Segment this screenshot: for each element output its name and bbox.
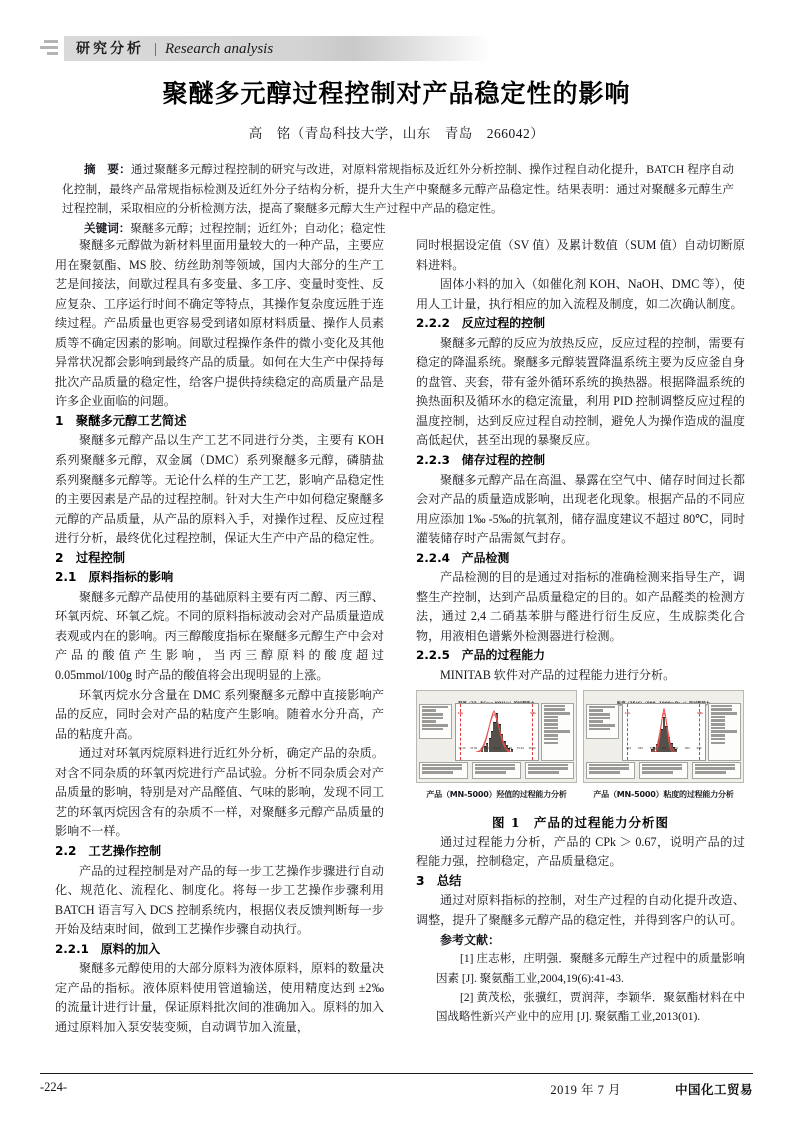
tick-label: 930	[673, 747, 679, 751]
mini-stats-box	[586, 704, 619, 739]
mini-bottom-box-3	[525, 762, 574, 779]
reference-item: [2] 黄茂松，张骥红，贾润萍，李颖华．聚氨酯材料在中国战略性新兴产业中的应用 [J]. 聚氨酯工业,2013(01).	[436, 992, 745, 1024]
mini-bottom-box-1	[419, 762, 468, 779]
paragraph-2-1-b: 环氧丙烷水分含量在 DMC 系列聚醚多元醇中直接影响产品的反应，同时会对产品的粘度产生影响。随着水分升高，产品的粘度升高。	[55, 687, 384, 741]
figure-1	[416, 690, 745, 833]
heading-2-2-5: 2.2.5 产品的过程能力	[416, 648, 545, 663]
figure-panel-hydroxyl	[416, 690, 577, 805]
heading-2-1: 2.1 原料指标的影响	[55, 570, 174, 585]
abstract-paragraph	[62, 160, 734, 219]
heading-1: 1 聚醚多元醇工艺简述	[55, 413, 187, 428]
heading-3: 3 总结	[416, 873, 462, 888]
minitab-capability-chart-viscosity	[583, 690, 744, 783]
tick-label: 870	[649, 747, 655, 751]
heading-2-2-2: 2.2.2 反应过程的控制	[416, 316, 545, 331]
paragraph-1: 聚醚多元醇产品以生产工艺不同进行分类，主要有 KOH 系列聚醚多元醇，双金属（DMC）系列聚醚多元醇，磷腈盐系列聚醚多元醇等。无论什么样的生产工艺，影响产品稳定性的主要因素是产品的过程控制。针对大生产中如何稳定聚醚多元醇的产品质量，从产品的原料入手，对操作过程、反应过程进行分析，最终优化过程控制，保证大生产中产品的稳定性。	[55, 433, 384, 546]
header-text	[76, 37, 273, 61]
heading-2-2-4: 2.2.4 产品检测	[416, 550, 510, 565]
paragraph-solid-feed: 固体小料的加入（如催化剂 KOH、NaOH、DMC 等），使用人工计量，执行相应的加入流程及制度，如二次确认制度。	[416, 277, 745, 311]
heading-2-2-3: 2.2.3 储存过程的控制	[416, 453, 545, 468]
heading-2: 2 过程控制	[55, 550, 126, 565]
mini-bottom-box-2	[472, 762, 521, 779]
header-category-en: Research analysis	[165, 41, 274, 57]
mini-bottom-box-3	[692, 762, 741, 779]
abstract-block	[62, 160, 734, 238]
mini-histogram-plot	[455, 703, 539, 761]
body-columns	[55, 236, 745, 1068]
paragraph-intro: 聚醚多元醇做为新材料里面用量较大的一种产品，主要应用在聚氨酯、MS 胶、纺丝助剂等领域，国内大部分的生产工艺是间接法，间歇过程具有多变量、多工序、变量时变性、反应复杂、工序运行时间不确定等特点，其操作复杂度远胜于连续过程。产品质量也更容易受到诸如原材料质量、操作人员素质等不确定因素的影响。间歇过程操作条件的微小变化及其他异常状况都会影响到最终产品的质量。如何在大生产中保持每批次产品质量的稳定性，给客户提供持续稳定的高质量产品是许多企业面临的问题。	[55, 238, 384, 409]
running-header	[40, 36, 753, 64]
paragraph-2-2-3: 聚醚多元醇产品在高温、暴露在空气中、储存时间过长都会对产品的质量造成影响，出现老化现象。根据产品的不同应用应添加 1‰ -5‰的抗氧剂，储存温度建议不超过 80℃，同时灌装储存时产品需氮气封存。	[416, 472, 745, 546]
paragraph-2-1-c: 通过对环氧丙烷原料进行近红外分析，确定产品的杂质。对含不同杂质的环氧丙烷进行产品试验。分析不同杂质会对产品质量的影响，特别是对产品醛值、气味的影响，发现不同工艺的环氧丙烷因含有的杂质不一样，对聚醚多元醇产品质量的影响不一样。	[55, 746, 384, 839]
footer-page-number: -224-	[40, 1080, 68, 1094]
abstract-text: 通过聚醚多元醇过程控制的研究与改进，对原料常规指标及近红外分析控制、操作过程自动化提升，BATCH 程序自动化控制，最终产品常规指标检测及近红外分子结构分析，提升大生产中聚醚多元醇产品稳定性。结果表明：通过对聚醚多元醇生产过程控制，采取相应的分析检测方法，提高了聚醚多元醇大生产过程中产品的稳定性。	[62, 163, 734, 215]
tick-label: 33.00	[469, 747, 478, 751]
figure-subcaption-viscosity: 产品（MN-5000）粘度的过程能力分析	[593, 789, 734, 799]
tick-label: 36.00	[528, 747, 536, 751]
footer-issue-date: 2019 年 7 月	[550, 1083, 621, 1097]
paragraph-continued: 同时根据设定值（SV 值）及累计数值（SUM 值）自动切断原料进料。	[416, 238, 745, 272]
author-affiliation: 高 铭（青岛科技大学，山东 青岛 266042）	[248, 126, 545, 141]
tick-label: 840	[638, 747, 643, 751]
tick-label: 35.40	[516, 747, 524, 751]
lsl-label: LSL	[625, 712, 631, 716]
paragraph-2-2-1: 聚醚多元醇使用的大部分原料为液体原料，原料的数量决定产品的指标。液体原料使用管道输送，使用精度达到 ±2‰的流量计进行计量，保证原料批次间的准确加入。原料的加入通过原料加入泵安装变频，自动调节加入流量，	[55, 961, 384, 1034]
page-footer	[40, 1080, 753, 1102]
tick-label: 810	[626, 747, 632, 751]
left-column	[55, 236, 384, 1037]
abstract-label: 摘 要：	[84, 163, 131, 176]
paragraph-2-1-a: 聚醚多元醇产品使用的基础原料主要有丙二醇、丙三醇、环氧丙烷、环氧乙烷。不同的原料指标波动会对产品质量造成表观或内在的影响。丙三醇酸度指标在聚醚多元醇生产中会对产品的酸值产生影响，当丙三醇原料的酸度超过 0.05mmol/100g 时产品的酸值将会出现明显的上涨。	[55, 589, 384, 683]
paragraph-2-2-2: 聚醚多元醇的反应为放热反应，反应过程的控制，需要有稳定的降温系统。聚醚多元醇装置降温系统主要为反应釜自身的盘管、夹套，带有釜外循环系统的换热器。根据降温系统的换热面积及循环水的稳定流量，利用 PID 控制调整反应过程的温度控制，达到反应过程自动控制，避免人为操作造成的温度高低起伏，甚至出现的暴聚反应。	[416, 335, 745, 448]
minitab-capability-chart-hydroxyl	[416, 690, 577, 783]
mini-stats-box	[419, 704, 452, 739]
mini-legend-box	[708, 703, 741, 761]
paragraph-2-2: 产品的过程控制是对产品的每一步工艺操作步骤进行自动化、规范化、流程化、制度化。将每一步工艺操作步骤利用 BATCH 语言写入 DCS 控制系统内，根据仪表反馈判断每一步开始及结束时间，做到工艺操作步骤自动执行。	[55, 863, 384, 937]
tick-label: 32.40	[458, 747, 466, 751]
references-heading: 参考文献：	[440, 933, 501, 948]
keywords-label: 关键词：	[84, 221, 131, 235]
tick-label: 900	[661, 747, 667, 751]
paragraph-3: 通过对原料指标的控制，对生产过程的自动化提升改造、调整，提升了聚醚多元醇产品的稳定性，并得到客户的认可。	[416, 893, 745, 927]
usl-label: USL	[697, 712, 703, 716]
mini-histogram-plot	[622, 703, 706, 761]
right-column	[416, 236, 745, 1028]
keywords-text: 聚醚多元醇；过程控制；近红外；自动化；稳定性	[130, 221, 386, 235]
header-dashes-icon	[40, 40, 62, 60]
figure-subcaption-hydroxyl: 产品（MN-5000）羟值的过程能力分析	[426, 789, 567, 799]
tick-label: 990	[696, 747, 702, 751]
usl-label: USL	[530, 712, 536, 716]
heading-2-2-1: 2.2.1 原料的加入	[55, 941, 161, 956]
mini-bottom-box-1	[586, 762, 635, 779]
header-separator: |	[154, 41, 158, 57]
reference-item: [1] 庄志彬，庄明强．聚醚多元醇生产过程中的质量影响因素 [J]. 聚氨酯工业,2004,19(6):41-43.	[436, 953, 745, 985]
mini-legend-box	[541, 703, 574, 761]
tick-label: 34.20	[493, 747, 501, 751]
heading-2-2: 2.2 工艺操作控制	[55, 843, 162, 858]
tick-label: 33.60	[481, 747, 489, 751]
page-title: 聚醚多元醇过程控制对产品稳定性的影响	[162, 79, 631, 108]
footer-journal-name: 中国化工贸易	[674, 1082, 753, 1097]
header-category-cn: 研究分析	[76, 41, 144, 57]
figure-panel-viscosity	[583, 690, 744, 805]
tick-label: 34.80	[505, 747, 513, 751]
figure-caption: 图 1 产品的过程能力分析图	[491, 815, 670, 831]
mini-bottom-box-2	[639, 762, 688, 779]
figure-panels-row	[416, 690, 745, 805]
tick-label: 960	[684, 747, 690, 751]
paragraph-2-2-5: MINITAB 软件对产品的过程能力进行分析。	[440, 668, 676, 683]
paragraph-cpk: 通过过程能力分析，产品的 CPk ＞ 0.67，说明产品的过程能力强，控制稳定，产品质量稳定。	[416, 834, 745, 869]
x-axis-ticks	[456, 739, 538, 759]
paragraph-2-2-4: 产品检测的目的是通过对指标的准确检测来指导生产，调整生产控制，达到产品质量稳定的目的。如产品醛类的检测方法，通过 2,4 二硝基苯肼与醛进行衍生反应，生成腙类化合物，用液相色谱紫外检测器进行检测。	[416, 570, 745, 643]
footer-divider	[40, 1073, 753, 1074]
lsl-label: LSL	[458, 712, 464, 716]
x-axis-ticks	[623, 739, 705, 759]
